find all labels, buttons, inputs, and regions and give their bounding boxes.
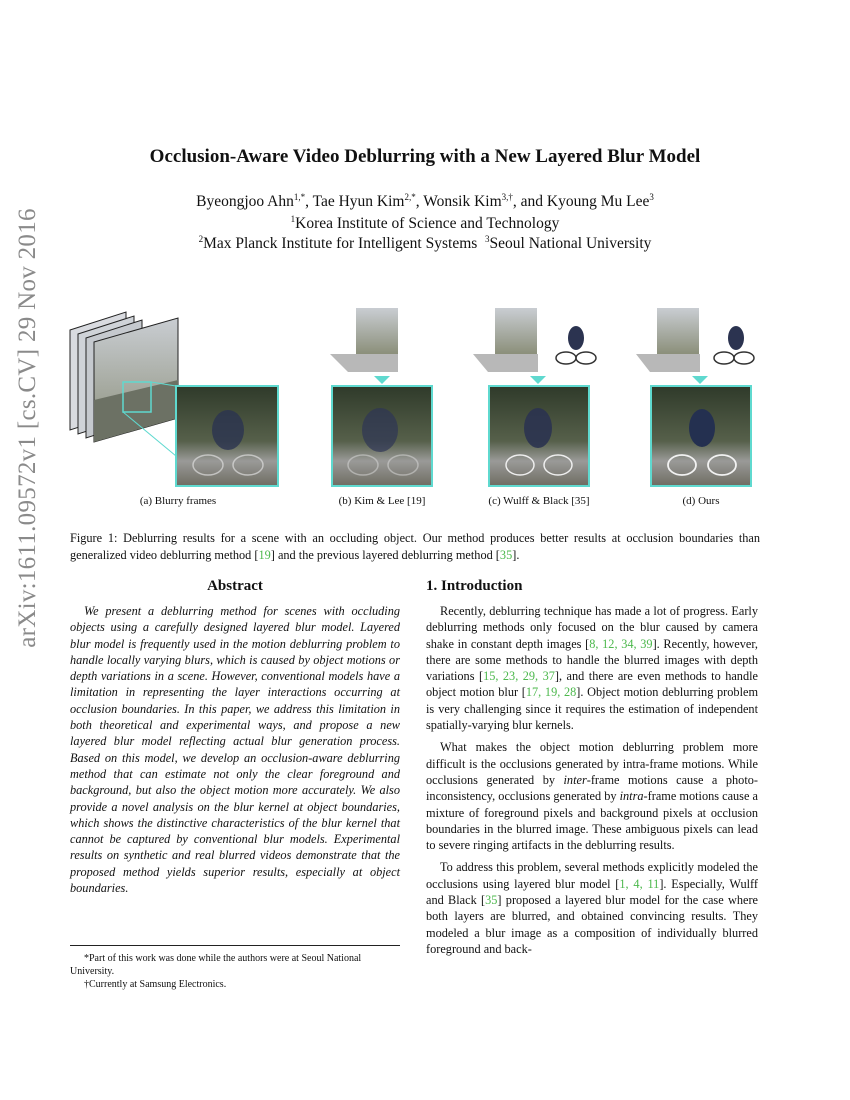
para-text: -frame motions cause a photo-inconsistency, occlusions generated by: [426, 772, 758, 804]
para-text: Recently, deblurring technique has made a lot of progress. Early deblurring methods only focused on the blur caused by camera shake in constant depth images [: [426, 604, 758, 651]
affiliation-line-1: [0, 215, 850, 233]
citation-link[interactable]: 19: [258, 547, 271, 562]
intro-paragraph-1: [426, 603, 758, 733]
author-name: Kyoung Mu Lee: [546, 193, 650, 210]
author-sup: 3,†: [501, 191, 513, 202]
citation-link[interactable]: 1, 4, 11: [619, 876, 660, 891]
subcaption-c: (c) Wulff & Black [35]: [488, 495, 590, 507]
citation-link[interactable]: 8, 12, 34, 39: [589, 636, 653, 651]
citation-link[interactable]: 17, 19, 28: [525, 685, 577, 700]
subcaption-d: (d) Ours: [682, 495, 720, 507]
footnotes: [70, 945, 400, 991]
author-name: Wonsik Kim: [423, 193, 502, 210]
intro-paragraph-3: [426, 859, 758, 957]
author-sep: , and: [512, 193, 547, 210]
para-text: ]. Recently, however, there are some methods to handle the blurred images with depth variations [: [426, 636, 759, 684]
left-column: [70, 578, 400, 896]
paper-title: Occlusion-Aware Video Deblurring with a New Layered Blur Model: [149, 146, 701, 167]
author-name: Byeongjoo Ahn: [196, 193, 294, 210]
affiliation-kist: Korea Institute of Science and Technology: [295, 215, 560, 232]
citation-link[interactable]: 35: [499, 547, 513, 562]
wulff-black-result: [473, 308, 596, 486]
affiliation-snu: Seoul National University: [489, 235, 652, 252]
kim-lee-result: [330, 308, 432, 486]
figure-1-graphic: [68, 300, 788, 490]
author-sup: 2,*: [404, 191, 416, 202]
para-text: ]. Especially, Wulff and Black [: [426, 876, 759, 908]
footnote-1: *Part of this work was done while the authors were at Seoul National University.: [70, 953, 362, 977]
para-text: -frame motions cause a mixture of foreground pixels and background pixels at occlusion boundaries in the blurred image. These ambiguous pixels can lead to severe ringing artifacts in the deblurring results.: [426, 789, 758, 853]
figure-caption: [70, 530, 760, 563]
para-text: What makes the object motion deblurring problem more difficult is the occlusions generated by intra-frame motions. While occlusions generated by: [426, 740, 758, 787]
subcaption-b: (b) Kim & Lee [19]: [338, 495, 426, 507]
figure-1: [68, 300, 788, 515]
introduction-heading: 1. Introduction: [426, 578, 523, 594]
blurry-frames-stack: [70, 312, 278, 486]
author-list: [0, 193, 850, 211]
citation-link[interactable]: 35: [485, 893, 498, 908]
para-emphasis: inter: [563, 772, 587, 787]
affiliation-line-2: [0, 235, 850, 253]
para-text: ], and there are even methods to handle object motion blur [: [426, 669, 758, 700]
affil-sup: 2: [198, 233, 204, 244]
author-sep: ,: [305, 193, 313, 210]
intro-paragraph-2: [426, 739, 758, 853]
ours-result: [636, 308, 754, 486]
abstract-heading: Abstract: [207, 578, 263, 594]
para-text: To address this problem, several methods explicitly modeled the occlusions using layered blur model [: [426, 860, 758, 891]
author-sep: ,: [415, 193, 424, 210]
affiliation-mpi: Max Planck Institute for Intelligent Systems: [203, 235, 478, 252]
arxiv-identifier: [8, 208, 48, 648]
caption-text: ].: [512, 547, 520, 562]
author-name: Tae Hyun Kim: [312, 193, 405, 210]
author-sup: 1,*: [293, 191, 306, 202]
para-text: ]. Object motion deblurring problem is very challenging since it requires the estimation of independent spatially-varying blur kernels.: [426, 685, 759, 733]
abstract-body: We present a deblurring method for scenes with occluding objects using a carefully designed layered blur model. Layered blur model is frequently used in the motion deblurring problem to handle locally varying blurs, which is caused by object motions or depth variations in a scene. However, conventional models have a limitation in representing the layer interactions occurring at occlusion boundaries. In this paper, we address this limitation in both theoretical and experimental ways, and propose a new layered blur model reflecting actual blur generation process. Based on this model, we develop an occlusion-aware deblurring method that can estimate not only the clear foreground and background, but also the object motion more accurately. We also provide a novel analysis on the blur kernel at object boundaries, which shows the distinctive characteristics of the blur kernel that cannot be captured by conventional blur models. Experimental results on synthetic and real blurred videos demonstrate that the proposed method yields superior results, especially at object boundaries.: [70, 604, 400, 896]
right-column: [426, 578, 758, 963]
affil-sup: 1: [290, 213, 296, 224]
caption-text: ] and the previous layered deblurring method [: [270, 547, 500, 562]
author-sup: 3: [649, 191, 654, 202]
para-text: ] proposed a layered blur model for the case where both layers are blurred, and obtained convincing results. They modeled a blur image as a composition of individually blurred foreground and back-: [426, 893, 758, 956]
arxiv-id-text: arXiv:1611.09572v1 [cs.CV] 29 Nov 2016: [14, 208, 42, 648]
caption-text: Figure 1: Deblurring results for a scene with an occluding object. Our method produces better results at occlusion boundaries than generalized video deblurring method [: [70, 531, 760, 562]
citation-link[interactable]: 15, 23, 29, 37: [483, 669, 555, 684]
subcaption-a: (a) Blurry frames: [139, 495, 217, 507]
footnote-2: †Currently at Samsung Electronics.: [84, 979, 227, 990]
para-emphasis: intra: [619, 789, 644, 804]
affil-sup: 3: [485, 233, 490, 244]
